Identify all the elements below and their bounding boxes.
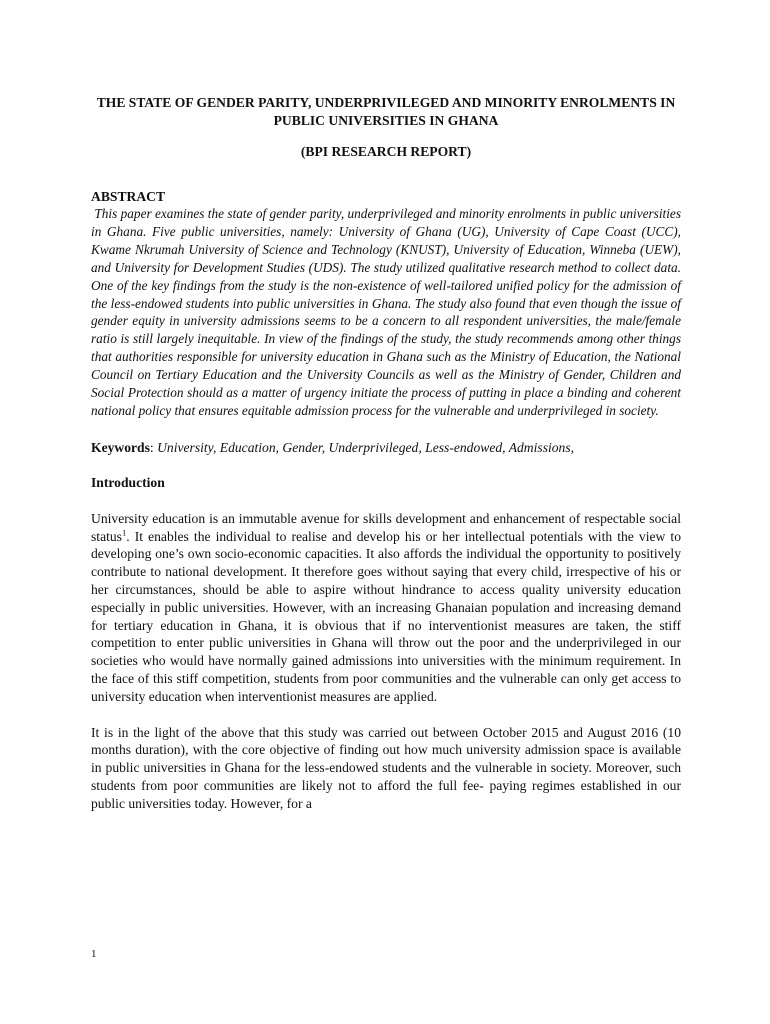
abstract-text: This paper examines the state of gender parity, underprivileged and minority enrolments in public universities in Ghana. Five public universities, namely: University of Ghana (UG), University of Cape Coast (UCC), Kwame Nkrumah University of Science and Technology (KNUST), University of Education, Winneba (UEW), and University for Development Studies (UDS). The study utilized qualitative research method to collect data. One of the key findings from the study is the non-existence of well-tailored unified policy for the admission of the less-endowed students into public universities in Ghana. The study also found that even though the issue of gender equity in university admissions seems to be a concern to all respondent universities, the male/female ratio is still largely inequitable. In view of the findings of the study, the study recommends among other things that authorities responsible for university education in Ghana such as the Ministry of Education, the National Council on Tertiary Education and the University Councils as well as the Ministry of Gender, Children and Social Protection should as a matter of urgency initiate the process of putting in place a binding and coherent national policy that ensures equitable admission process for the vulnerable and underprivileged in society. [91,206,682,418]
keywords-label: Keywords [91,439,150,455]
intro-p1-text-a: University education is an immutable avenue for skills development and enhancement of respectable social status [91,510,681,544]
abstract-body [91,205,681,420]
introduction-heading: Introduction [91,475,165,491]
introduction-paragraph-2: It is in the light of the above that this study was carried out between October 2015 and August 2016 (10 months duration), with the core objective of finding out how much university admission space is available in public universities in Ghana for the less-endowed students and the vulnerable in society. Moreover, such students from poor communities are likely not to afford the full fee- paying regimes established in our public universities today. However, for a [91,724,681,811]
document-subtitle: (BPI RESEARCH REPORT) [300,144,472,159]
document-page [91,94,681,813]
footnote-marker[interactable]: 1 [121,527,127,538]
page-number: 1 [91,948,97,960]
abstract-heading: ABSTRACT [91,188,166,204]
intro-p1-text-b: . It enables the individual to realise and develop his or her intellectual potentials with the view to developing one’s own socio-economic capacities. It also affords the individual the opportunity to positively contribute to national development. It therefore goes without saying that every child, irrespective of his or her circumstances, should be able to aspire without hindrance to access quality university education especially in public universities. However, with an increasing Ghanaian population and increasing demand for tertiary education in Ghana, it is obvious that if no interventionist measures are taken, the stiff competition to enter public universities in Ghana will throw out the poor and the underprivileged in our societies who would have normally gained admissions into universities with the minimum requirement. In the face of this stiff competition, students from poor communities and the vulnerable can only get access to university education when interventionist measures are applied. [91,528,681,704]
introduction-paragraph-1 [91,510,681,706]
keywords-list: University, Education, Gender, Underprivileged, Less-endowed, Admissions, [157,439,575,455]
document-title: THE STATE OF GENDER PARITY, UNDERPRIVILEGED AND MINORITY ENROLMENTS IN PUBLIC UNIVERSITIES IN GHANA [96,95,676,128]
keywords-line: Keywords: University, Education, Gender, Underprivileged, Less-endowed, Admissions, [91,439,575,455]
